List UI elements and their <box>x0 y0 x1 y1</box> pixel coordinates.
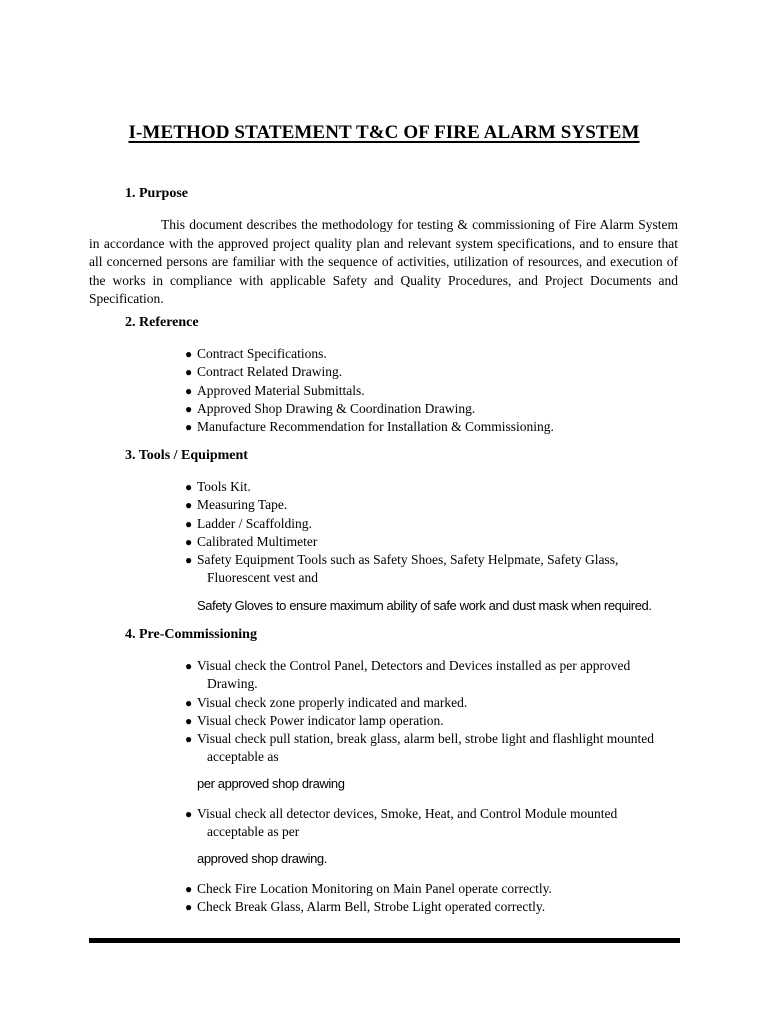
bullet-icon: ● <box>185 420 193 435</box>
bullet-icon: ● <box>185 553 193 568</box>
bullet-icon: ● <box>185 659 193 673</box>
bullet-icon: ● <box>185 498 193 513</box>
bullet-icon: ● <box>185 516 193 531</box>
list-item: ● Approved Shop Drawing & Coordination Drawing. <box>185 400 678 418</box>
bullet-icon: ● <box>185 347 193 361</box>
list-item: ● Contract Specifications. <box>185 345 678 363</box>
footer-divider <box>89 938 680 943</box>
bullet-icon: ● <box>185 900 193 915</box>
bullet-icon: ● <box>185 401 193 416</box>
list-item: ● Contract Related Drawing. <box>185 363 678 381</box>
list-item: ● Safety Equipment Tools such as Safety Shoes, Safety Helpmate, Safety Glass, Fluorescent vest and <box>185 552 619 586</box>
precommissioning-list-a <box>185 657 678 767</box>
bullet-icon: ● <box>185 383 193 398</box>
bullet-icon: ● <box>185 713 193 728</box>
list-item: ● Manufacture Recommendation for Installation & Commissioning. <box>185 418 678 436</box>
bullet-icon: ● <box>185 695 193 710</box>
bullet-icon: ● <box>185 807 193 821</box>
list-item: ● Ladder / Scaffolding. <box>185 515 678 533</box>
precommissioning-list-b <box>185 805 678 842</box>
bullet-icon: ● <box>185 534 193 549</box>
precommissioning-list-c <box>185 880 678 917</box>
list-item: ● Check Break Glass, Alarm Bell, Strobe Light operated correctly. <box>185 898 678 916</box>
reference-list <box>185 345 678 436</box>
list-item: ● Approved Material Submittals. <box>185 382 678 400</box>
section-heading-reference: 2. Reference <box>125 315 199 330</box>
section-heading-precommissioning: 4. Pre-Commissioning <box>125 627 257 642</box>
list-item: ● Visual check the Control Panel, Detectors and Devices installed as per approved Drawing. <box>185 658 631 692</box>
list-item: ● Visual check all detector devices, Smoke, Heat, and Control Module mounted acceptable as per <box>185 806 618 840</box>
bullet-icon: ● <box>185 732 193 747</box>
tools-list <box>185 478 678 588</box>
tools-note: Safety Gloves to ensure maximum ability of safe work and dust mask when required. <box>197 598 652 613</box>
document-title: I-METHOD STATEMENT T&C OF FIRE ALARM SYSTEM <box>128 122 640 143</box>
bullet-icon: ● <box>185 480 193 494</box>
list-item: ● Visual check Power indicator lamp operation. <box>185 712 678 730</box>
list-item: ● Measuring Tape. <box>185 496 678 514</box>
precommissioning-note-1: per approved shop drawing <box>197 776 345 791</box>
list-item: ● Tools Kit. <box>185 478 678 496</box>
list-item: ● Calibrated Multimeter <box>185 533 678 551</box>
list-item: ● Visual check zone properly indicated and marked. <box>185 694 678 712</box>
purpose-paragraph: This document describes the methodology for testing & commissioning of Fire Alarm System in accordance with the approved project quality plan and relevant system specifications, and to ensure that all concerned persons are familiar with the sequence of activities, utilization of resources, and execution of the works in compliance with applicable Safety and Quality Procedures, and Project Documents and Specification. <box>89 217 678 306</box>
bullet-icon: ● <box>185 365 193 380</box>
bullet-icon: ● <box>185 882 193 896</box>
section-heading-tools: 3. Tools / Equipment <box>125 448 248 463</box>
list-item: ● Check Fire Location Monitoring on Main Panel operate correctly. <box>185 880 678 898</box>
list-item: ● Visual check pull station, break glass, alarm bell, strobe light and flashlight mounted acceptable as <box>185 731 654 765</box>
precommissioning-note-2: approved shop drawing. <box>197 851 327 866</box>
section-heading-purpose: 1. Purpose <box>125 186 188 201</box>
